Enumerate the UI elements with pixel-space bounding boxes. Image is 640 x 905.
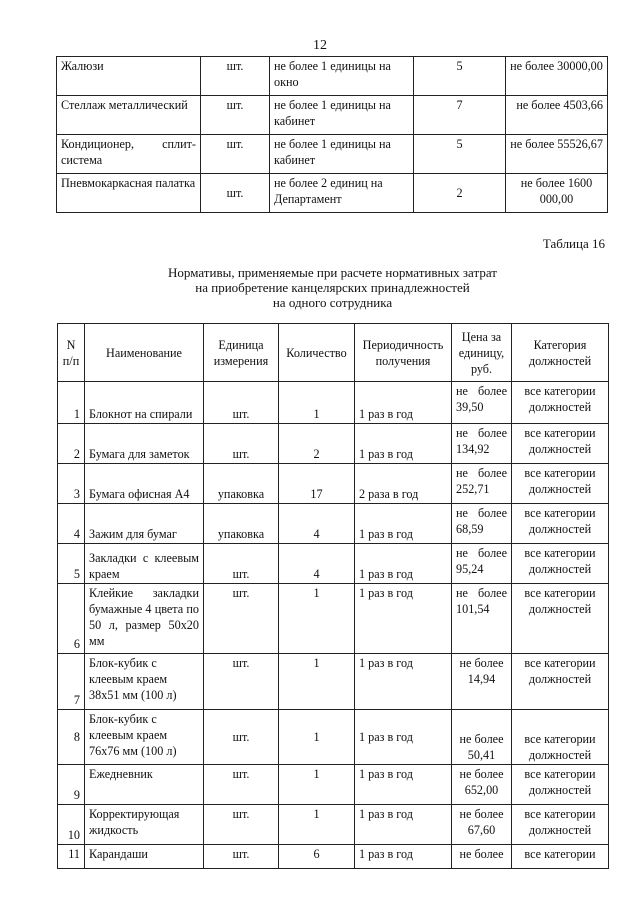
item-unit: шт.	[201, 57, 270, 96]
item-unit: шт.	[201, 174, 270, 213]
heading-line: на приобретение канцелярских принадлежностей	[195, 280, 470, 295]
row-name: Закладки с клеевым краем	[85, 544, 204, 584]
row-num: 7	[58, 654, 85, 710]
row-unit: шт.	[204, 544, 279, 584]
table-row	[57, 174, 608, 213]
table-header-row	[58, 324, 609, 382]
row-num: 8	[58, 710, 85, 765]
row-qty: 4	[279, 544, 355, 584]
row-num: 6	[58, 584, 85, 654]
row-qty: 17	[279, 464, 355, 504]
row-category: все категории должностей	[512, 504, 609, 544]
row-qty: 2	[279, 424, 355, 464]
row-unit: шт.	[204, 805, 279, 845]
row-name: Ежедневник	[85, 765, 204, 805]
item-norm: не более 1 единицы на кабинет	[270, 135, 414, 174]
item-price: не более 55526,67	[506, 135, 608, 174]
table-heading	[0, 265, 640, 310]
item-qty: 2	[414, 174, 506, 213]
row-qty: 1	[279, 805, 355, 845]
item-name: Стеллаж металлический	[57, 96, 201, 135]
header-price: Цена за единицу, руб.	[452, 324, 512, 382]
row-num: 1	[58, 382, 85, 424]
header-qty: Количество	[279, 324, 355, 382]
row-unit: шт.	[204, 424, 279, 464]
table-row	[58, 544, 609, 584]
table-row	[57, 135, 608, 174]
item-unit: шт.	[201, 96, 270, 135]
row-name: Блок-кубик с клеевым краем 76x76 мм (100 л)	[85, 710, 204, 765]
row-price: не более 652,00	[452, 765, 512, 805]
row-price: не более	[452, 845, 512, 869]
item-qty: 5	[414, 135, 506, 174]
table-row	[58, 424, 609, 464]
item-name: Кондиционер, сплит-система	[57, 135, 201, 174]
table-caption: Таблица 16	[542, 236, 605, 251]
row-price: не более 14,94	[452, 654, 512, 710]
row-name: Клейкие закладки бумажные 4 цвета по 50 л, размер 50x20 мм	[85, 584, 204, 654]
row-num: 11	[58, 845, 85, 869]
row-name: Бумага офисная А4	[85, 464, 204, 504]
item-norm: не более 1 единицы на кабинет	[270, 96, 414, 135]
table-row	[58, 654, 609, 710]
table-row	[58, 464, 609, 504]
row-qty: 4	[279, 504, 355, 544]
table-row	[58, 845, 609, 869]
row-period: 1 раз в год	[355, 805, 452, 845]
row-category: все категории должностей	[512, 765, 609, 805]
row-name: Карандаши	[85, 845, 204, 869]
row-category: все категории должностей	[512, 544, 609, 584]
row-qty: 1	[279, 654, 355, 710]
row-period: 2 раза в год	[355, 464, 452, 504]
row-category: все категории должностей	[512, 710, 609, 765]
furniture-norms-table	[56, 56, 608, 213]
row-category: все категории должностей	[512, 464, 609, 504]
row-unit: шт.	[204, 654, 279, 710]
row-qty: 1	[279, 710, 355, 765]
item-price: не более 1600 000,00	[506, 174, 608, 213]
table-row	[58, 584, 609, 654]
row-name: Блок-кубик с клеевым краем 38x51 мм (100 л)	[85, 654, 204, 710]
table-row	[58, 382, 609, 424]
row-num: 4	[58, 504, 85, 544]
row-price: не более 67,60	[452, 805, 512, 845]
row-unit: упаковка	[204, 504, 279, 544]
heading-line: на одного сотрудника	[272, 295, 393, 310]
item-price: не более 4503,66	[506, 96, 608, 135]
row-name: Корректирующая жидкость	[85, 805, 204, 845]
row-qty: 1	[279, 584, 355, 654]
row-category: все категории	[512, 845, 609, 869]
row-price: не более 101,54	[452, 584, 512, 654]
table-row	[57, 57, 608, 96]
row-num: 5	[58, 544, 85, 584]
row-name: Блокнот на спирали	[85, 382, 204, 424]
row-unit: шт.	[204, 845, 279, 869]
item-norm: не более 2 единиц на Департамент	[270, 174, 414, 213]
row-unit: шт.	[204, 710, 279, 765]
row-price: не более 68,59	[452, 504, 512, 544]
stationery-norms-table	[57, 323, 609, 869]
row-category: все категории должностей	[512, 424, 609, 464]
row-period: 1 раз в год	[355, 654, 452, 710]
table-row	[58, 504, 609, 544]
row-period: 1 раз в год	[355, 765, 452, 805]
row-qty: 6	[279, 845, 355, 869]
table-row	[57, 96, 608, 135]
row-qty: 1	[279, 765, 355, 805]
row-category: все категории должностей	[512, 805, 609, 845]
row-period: 1 раз в год	[355, 845, 452, 869]
row-category: все категории должностей	[512, 654, 609, 710]
header-period: Периодичность получения	[355, 324, 452, 382]
table-row	[58, 805, 609, 845]
row-price: не более 39,50	[452, 382, 512, 424]
row-price: не более 95,24	[452, 544, 512, 584]
row-period: 1 раз в год	[355, 424, 452, 464]
row-qty: 1	[279, 382, 355, 424]
item-norm: не более 1 единицы на окно	[270, 57, 414, 96]
item-name: Пневмокаркасная палатка	[57, 174, 201, 213]
page-number: 12	[313, 38, 327, 53]
header-num: N п/п	[58, 324, 85, 382]
row-num: 9	[58, 765, 85, 805]
row-price: не более 252,71	[452, 464, 512, 504]
row-unit: шт.	[204, 765, 279, 805]
row-price: не более 50,41	[452, 710, 512, 765]
row-period: 1 раз в год	[355, 504, 452, 544]
row-category: все категории должностей	[512, 382, 609, 424]
row-period: 1 раз в год	[355, 710, 452, 765]
heading-line: Нормативы, применяемые при расчете нормативных затрат	[168, 265, 497, 280]
row-unit: шт.	[204, 584, 279, 654]
row-num: 10	[58, 805, 85, 845]
row-category: все категории должностей	[512, 584, 609, 654]
row-period: 1 раз в год	[355, 544, 452, 584]
row-period: 1 раз в год	[355, 382, 452, 424]
item-name: Жалюзи	[57, 57, 201, 96]
row-unit: шт.	[204, 382, 279, 424]
row-unit: упаковка	[204, 464, 279, 504]
item-qty: 5	[414, 57, 506, 96]
row-num: 2	[58, 424, 85, 464]
table-row	[58, 710, 609, 765]
row-num: 3	[58, 464, 85, 504]
item-unit: шт.	[201, 135, 270, 174]
header-category: Категория должностей	[512, 324, 609, 382]
item-price: не более 30000,00	[506, 57, 608, 96]
table-row	[58, 765, 609, 805]
item-qty: 7	[414, 96, 506, 135]
header-unit: Единица измерения	[204, 324, 279, 382]
header-name: Наименование	[85, 324, 204, 382]
row-price: не более 134,92	[452, 424, 512, 464]
row-name: Бумага для заметок	[85, 424, 204, 464]
row-period: 1 раз в год	[355, 584, 452, 654]
row-name: Зажим для бумаг	[85, 504, 204, 544]
